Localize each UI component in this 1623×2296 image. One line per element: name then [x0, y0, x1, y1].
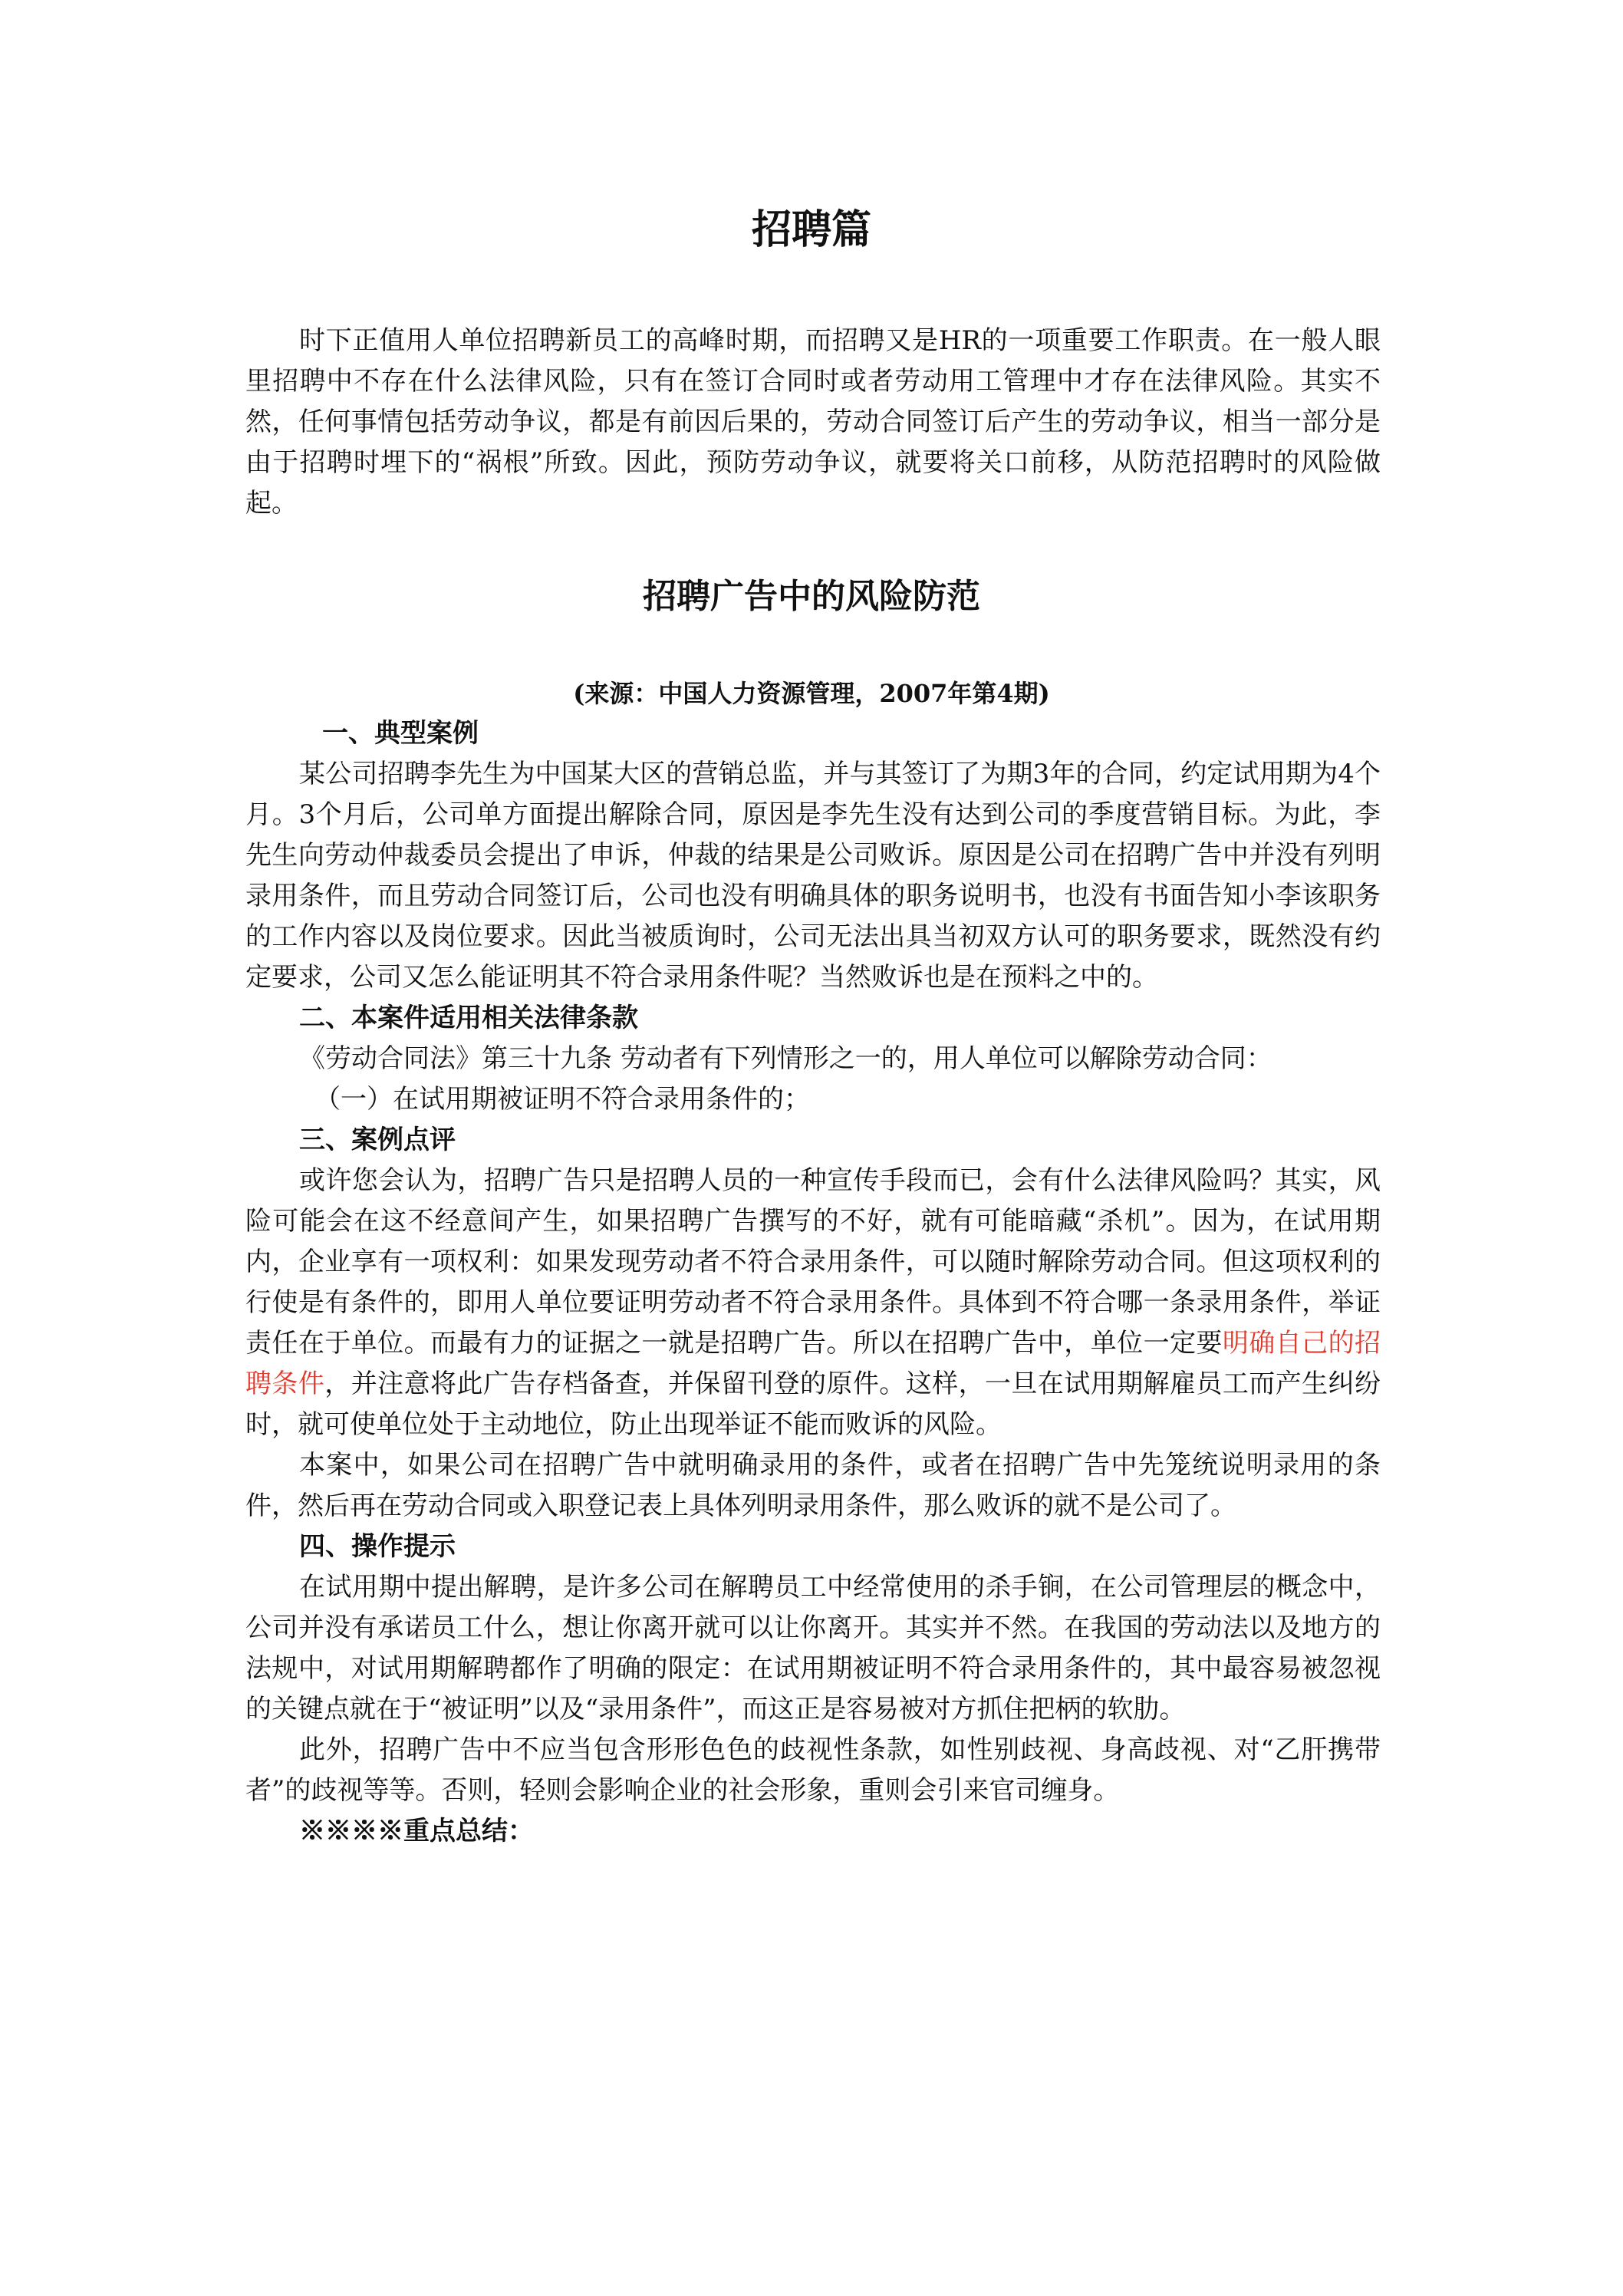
key-summary-heading: ※※※※重点总结： [299, 1816, 534, 1846]
tips-paragraph: 在试用期中提出解聘，是许多公司在解聘员工中经常使用的杀手锏，在公司管理层的概念中，公司并没有承诺员工什么，想让你离开就可以让你离开。其实并不然。在我国的劳动法以及地方的法规中，对试用期解聘都作了明确的限定：在试用期被证明不符合录用条件的，其中最容易被忽视的关键点就在于“被证明”以及“录用条件”，而这正是容易被对方抓住把柄的软肋。 [245, 1572, 1381, 1724]
section-heading-typical-case: 一、典型案例 [322, 718, 479, 749]
discrimination-paragraph: 此外，招聘广告中不应当包含形形色色的歧视性条款，如性别歧视、身高歧视、对“乙肝携带者”的歧视等等。否则，轻则会影响企业的社会形象，重则会引来官司缠身。 [245, 1734, 1381, 1806]
case-paragraph: 某公司招聘李先生为中国某大区的营销总监，并与其签订了为期3年的合同，约定试用期为4个月。3个月后，公司单方面提出解除合同，原因是李先生没有达到公司的季度营销目标。为此，李先生向劳动仲裁委员会提出了申诉，仲裁的结果是公司败诉。原因是公司在招聘广告中并没有列明录用条件，而且劳动合同签订后，公司也没有明确具体的职务说明书，也没有书面告知小李该职务的工作内容以及岗位要求。因此当被质询时，公司无法出具当初双方认可的职务要求，既然没有约定要求，公司又怎么能证明其不符合录用条件呢？当然败诉也是在预料之中的。 [245, 759, 1381, 993]
section-heading-case-review: 三、案例点评 [299, 1125, 456, 1155]
review-text-after: ，并注意将此广告存档备查，并保留刊登的原件。这样，一旦在试用期解雇员工而产生纠纷时，就可使单位处于主动地位，防止出现举证不能而败诉的风险。 [245, 1369, 1381, 1440]
intro-paragraph: 时下正值用人单位招聘新员工的高峰时期，而招聘又是HR的一项重要工作职责。在一般人眼里招聘中不存在什么法律风险，只有在签订合同时或者劳动用工管理中才存在法律风险。其实不然，任何事情包括劳动争议，都是有前因后果的，劳动合同签订后产生的劳动争议，相当一部分是由于招聘时埋下的“祸根”所致。因此，预防劳动争议，就要将关口前移，从防范招聘时的风险做起。 [245, 325, 1381, 519]
section-heading-operation-tips: 四、操作提示 [299, 1531, 456, 1562]
source-citation: (来源：中国人力资源管理，2007年第4期) [573, 679, 1050, 708]
article-title: 招聘广告中的风险防范 [643, 577, 980, 616]
review-paragraph [245, 1161, 1381, 1445]
law-reference: 《劳动合同法》第三十九条 劳动者有下列情形之一的，用人单位可以解除劳动合同： [299, 1043, 1272, 1074]
highlighted-text: 明确自己的招聘条件 [245, 1328, 1381, 1399]
article-body [245, 713, 1381, 1852]
law-clause: （一）在试用期被证明不符合录用条件的； [314, 1084, 810, 1115]
page-title: 招聘篇 [751, 207, 871, 253]
review-text-before: 或许您会认为，招聘广告只是招聘人员的一种宣传手段而已，会有什么法律风险吗？其实，风险可能会在这不经意间产生，如果招聘广告撰写的不好，就有可能暗藏“杀机”。因为，在试用期内，企业享有一项权利：如果发现劳动者不符合录用条件，可以随时解除劳动合同。但这项权利的行使是有条件的，即用人单位要证明劳动者不符合录用条件。具体到不符合哪一条录用条件，举证责任在于单位。而最有力的证据之一就是招聘广告。所以在招聘广告中，单位一定要 [245, 1165, 1381, 1359]
review-conclusion-paragraph: 本案中，如果公司在招聘广告中就明确录用的条件，或者在招聘广告中先笼统说明录用的条件，然后再在劳动合同或入职登记表上具体列明录用条件，那么败诉的就不是公司了。 [245, 1450, 1381, 1521]
section-heading-legal-clauses: 二、本案件适用相关法律条款 [299, 1003, 638, 1033]
